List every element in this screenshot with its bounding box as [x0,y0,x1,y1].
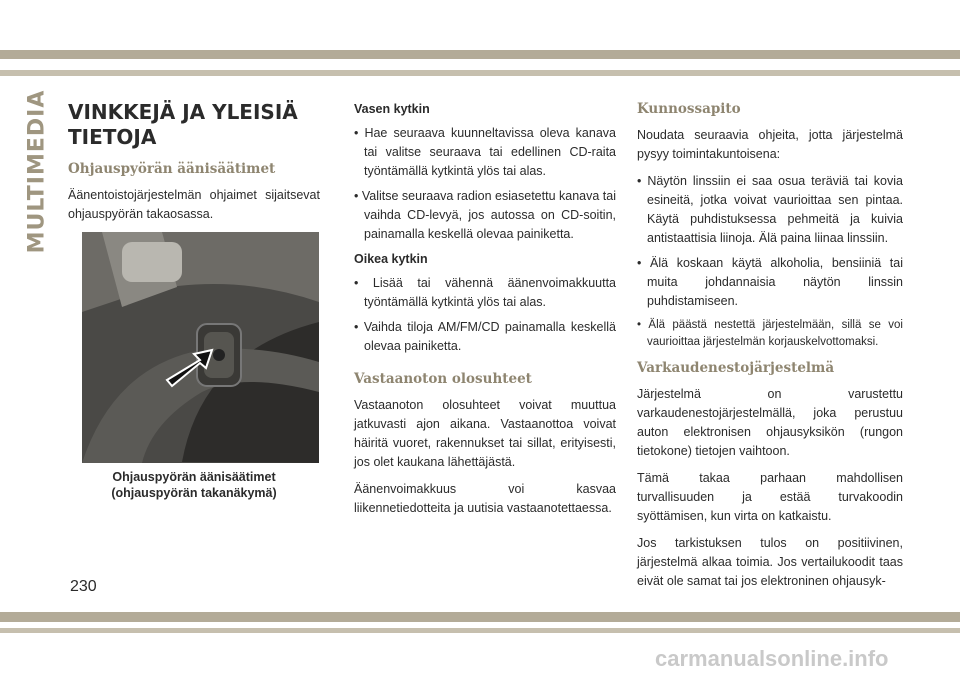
header-band-secondary [0,70,960,76]
theft-paragraph-3: Jos tarkistuksen tulos on positiivinen, järjestelmä alkaa toimia. Jos vertailukoodit taas eivät ole samat tai jos elektroninen ohjausyk- [637,536,903,588]
list-item: • Hae seuraava kuunneltavissa oleva kanava tai valitse seuraava tai edellinen CD-raita työntämällä kytkintä ylös tai alas. [354,124,616,181]
section-heading-reception: Vastaanoton olosuhteet [354,371,532,387]
page-number: 230 [70,578,97,595]
watermark: carmanualsonline.info [655,646,889,671]
list-item: • Älä päästä nestettä järjestelmään, sillä se voi vaurioittaa järjestelmän korjauskelvottomaksi. [637,317,903,351]
reception-paragraph-1: Vastaanoton olosuhteet voivat muuttua jatkuvasti ajon aikana. Vastaanottoa voivat häiritä vuoret, rakennukset tai sillat, erityisesti, jos olet kaukana lähettäjästä. [354,398,616,469]
right-switch-title: Oikea kytkin [354,252,428,266]
list-item: • Vaihda tiloja AM/FM/CD painamalla keskellä olevaa painiketta. [354,318,616,356]
maintenance-list [637,172,903,311]
intro-paragraph: Äänentoistojärjestelmän ohjaimet sijaitsevat ohjauspyörän takaosassa. [68,188,320,221]
steering-wheel-illustration [82,232,319,463]
header-band [0,50,960,59]
photo-caption: Ohjauspyörän äänisäätimet (ohjauspyörän takanäkymä) [111,470,277,500]
theft-paragraph-1: Järjestelmä on varustettu varkaudenestojärjestelmällä, joka perustuu auton elektronisen ohjausyksikön (rungon tietokone) tietojen vaihtoon. [637,387,903,458]
left-switch-list [354,124,616,244]
theft-paragraph-2: Tämä takaa parhaan mahdollisen turvallisuuden ja estää turvakoodin syöttämisen, kun virta on katkaistu. [637,471,903,523]
reception-paragraph-2: Äänenvoimakkuus voi kasvaa liikennetiedotteita ja uutisia vastaanotettaessa. [354,482,616,515]
maintenance-intro: Noudata seuraavia ohjeita, jotta järjestelmä pysyy toimintakuntoisena: [637,128,903,161]
section-side-label: MULTIMEDIA [24,89,50,253]
footer-band-secondary [0,628,960,633]
list-item: • Näytön linssiin ei saa osua teräviä tai kovia esineitä, jotka voivat vaurioittaa sen pintaa. Käytä puhdistuksessa pehmeitä ja kuivia antistaattisia liinoja. Älä paina liinaa linssiin. [637,172,903,248]
column-3 [637,100,903,599]
list-item: • Valitse seuraava radion esiasetettu kanava tai vaihda CD-levyä, jos autossa on CD-soitin, painamalla keskellä olevaa painiketta. [354,187,616,244]
column-2 [354,100,616,526]
maintenance-small-list [637,317,903,351]
section-heading-maintenance: Kunnossapito [637,101,741,117]
right-switch-list [354,274,616,356]
section-heading-audio-controls: Ohjauspyörän äänisäätimet [68,161,276,177]
column-1 [68,100,320,501]
steering-wheel-photo [82,232,319,463]
list-item: • Älä koskaan käytä alkoholia, bensiiniä tai muita johdannaisia näytön linssin puhdistamiseen. [637,254,903,311]
footer-band [0,612,960,622]
section-heading-anti-theft: Varkaudenestojärjestelmä [637,360,835,376]
page-title: VINKKEJÄ JA YLEISIÄ TIETOJA [68,100,298,149]
list-item: • Lisää tai vähennä äänenvoimakkuutta työntämällä kytkintä ylös tai alas. [354,274,616,312]
left-switch-title: Vasen kytkin [354,102,430,116]
